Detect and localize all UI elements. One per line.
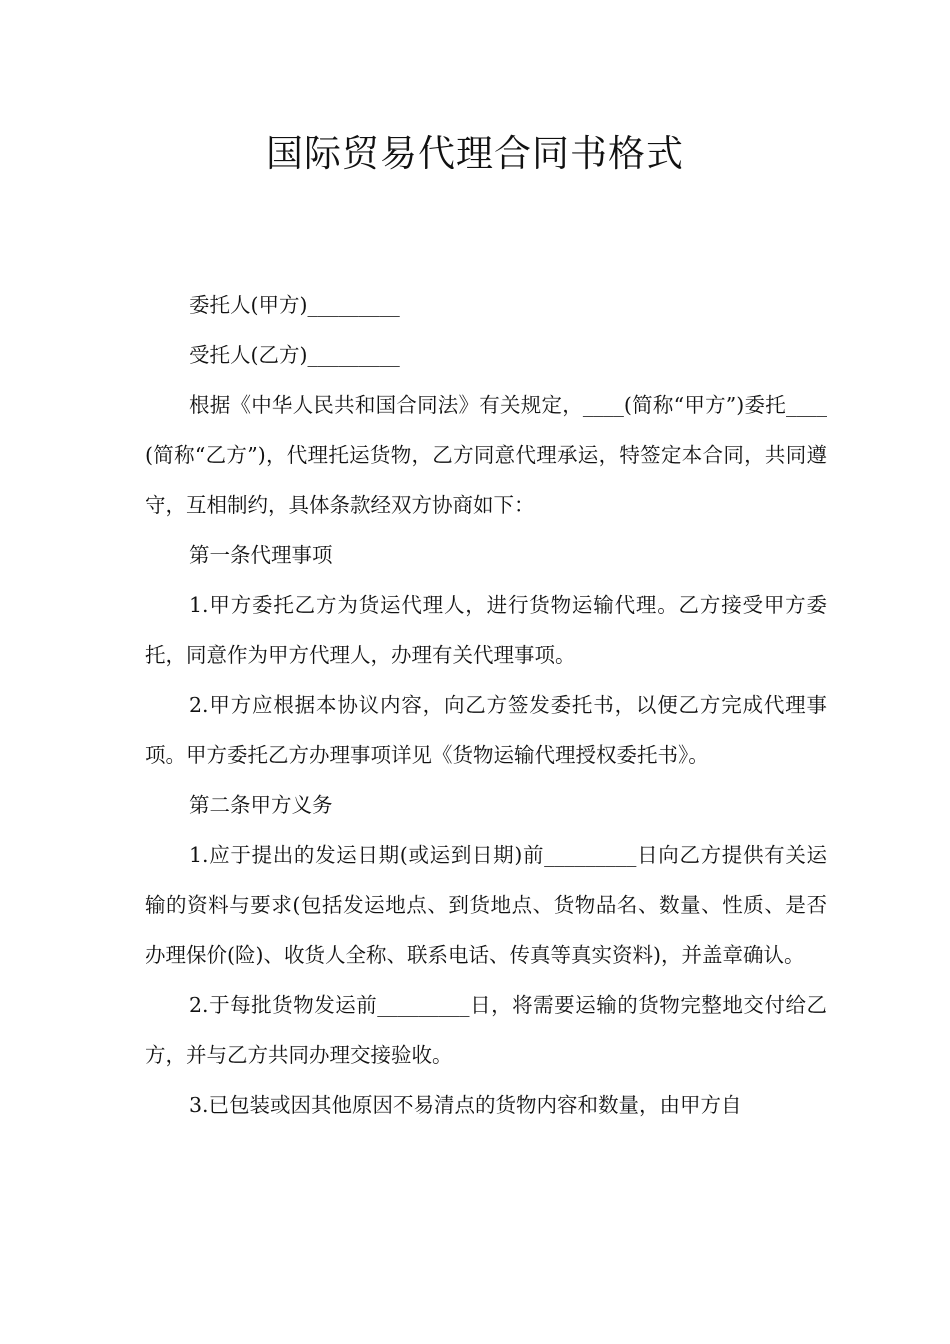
paragraph-2-1: 1.应于提出的发运日期(或运到日期)前_________日向乙方提供有关运输的资料与要求(包括发运地点、到货地点、货物品名、数量、性质、是否办理保价(险)、收货人全称、联系电话、传真等真实资料)，并盖章确认。	[145, 843, 827, 967]
paragraph-2-3: 3.已包装或因其他原因不易清点的货物内容和数量，由甲方自	[189, 1093, 742, 1117]
document-body	[145, 280, 827, 1130]
section-heading-1: 第一条代理事项	[189, 543, 333, 567]
paragraph-agent: 受托人(乙方)_________	[189, 343, 400, 367]
section-heading-2: 第二条甲方义务	[189, 793, 333, 817]
paragraph-1-1: 1.甲方委托乙方为货运代理人，进行货物运输代理。乙方接受甲方委托，同意作为甲方代理人，办理有关代理事项。	[145, 593, 827, 667]
paragraph-2-2: 2.于每批货物发运前_________日，将需要运输的货物完整地交付给乙方，并与乙方共同办理交接验收。	[145, 993, 827, 1067]
paragraph-preamble: 根据《中华人民共和国合同法》有关规定，____(简称“甲方”)委托____(简称“乙方”)，代理托运货物，乙方同意代理承运，特签定本合同，共同遵守，互相制约，具体条款经双方协商如下：	[145, 393, 827, 517]
paragraph-principal: 委托人(甲方)_________	[189, 293, 400, 317]
document-title: 国际贸易代理合同书格式	[266, 132, 684, 175]
paragraph-1-2: 2.甲方应根据本协议内容，向乙方签发委托书，以便乙方完成代理事项。甲方委托乙方办理事项详见《货物运输代理授权委托书》。	[145, 693, 827, 767]
